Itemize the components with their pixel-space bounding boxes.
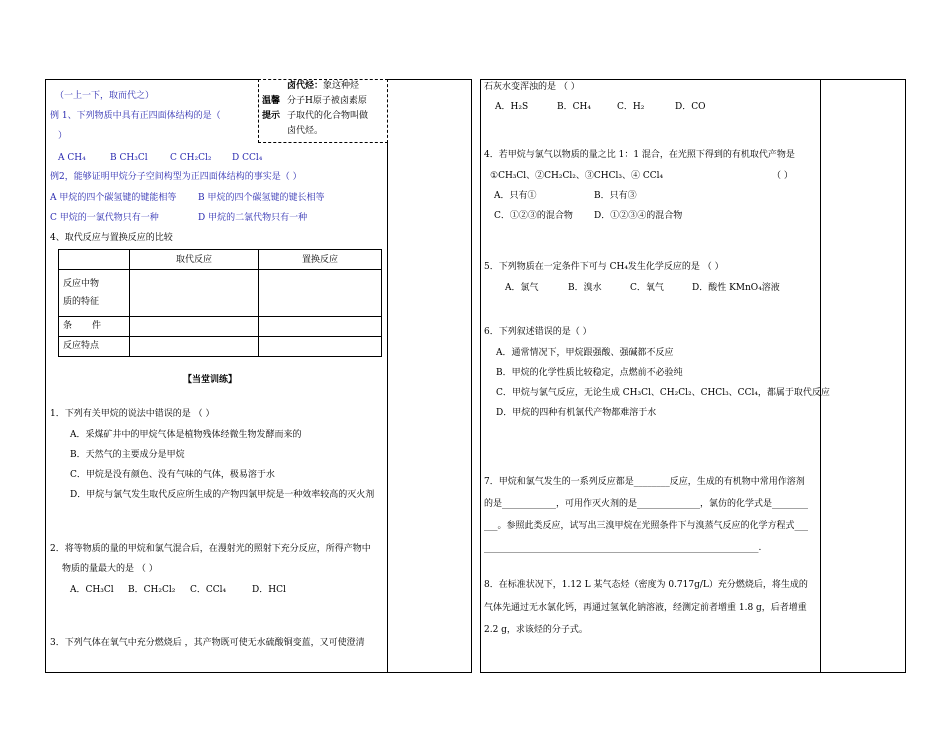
q4-option-d: D．①②③④的混合物 <box>594 211 683 221</box>
q1-stem: 1．下列有关甲烷的说法中错误的是 （ ） <box>50 409 215 419</box>
tip-line-4: 卤代烃。 <box>287 126 324 136</box>
table-row-label-feature-line1: 反应中物 <box>63 278 100 289</box>
example2-option-c: C 甲烷的一氯代物只有一种 <box>50 213 159 223</box>
left-heading: （一上一下，取而代之） <box>55 91 155 101</box>
right-margin-column-divider <box>820 79 821 672</box>
table-header-replacement: 置换反应 <box>259 250 382 270</box>
table-cell <box>130 270 259 316</box>
q8-line1: 8．在标准状况下，1.12 L 某气态烃（密度为 0.717g/L）充分燃烧后，将生成的 <box>484 580 808 590</box>
q7-line3: ___。参照此类反应，试写出三溴甲烷在光照条件下与溴蒸气反应的化学方程式___ <box>484 521 809 531</box>
tip-line-1 <box>287 80 359 92</box>
q6-option-b: B．甲烷的化学性质比较稳定，点燃前不必验纯 <box>496 368 683 378</box>
example1-question: 例 1、下列物质中具有正四面体结构的是（ <box>50 111 221 121</box>
q7-line2: 的是____________，可用作灭火剂的是______________，氯仿的化学式是________ <box>484 499 809 509</box>
q3-stem-continued: 石灰水变浑浊的是 （ ） <box>484 82 580 92</box>
left-margin-column-divider <box>387 79 388 672</box>
q5-option-c: C．氧气 <box>630 283 664 293</box>
q5-option-d: D．酸性 KMnO₄溶液 <box>692 283 780 293</box>
table-cell <box>259 316 382 336</box>
table-cell <box>259 270 382 316</box>
q3-option-c: C．H₂ <box>617 102 645 112</box>
q3-option-b: B．CH₄ <box>557 102 591 112</box>
q1-option-d: D．甲烷与氯气发生取代反应所生成的产物四氯甲烷是一种效率较高的灭火剂 <box>70 490 375 500</box>
q3-option-a: A．H₂S <box>495 102 529 112</box>
table-cell <box>259 336 382 356</box>
tip-line-1-rest: 象这种烃 <box>323 81 360 91</box>
q2-option-c: C．CCl₄ <box>190 585 227 595</box>
q5-option-a: A．氯气 <box>505 283 539 293</box>
q5-stem: 5．下列物质在一定条件下可与 CH₄发生化学反应的是 （ ） <box>484 262 724 272</box>
q7-line1: 7．甲烷和氯气发生的一系列反应都是________反应，生成的有机物中常用作溶剂 <box>484 477 805 487</box>
q4-option-b: B．只有③ <box>594 191 637 201</box>
q4-option-a: A．只有① <box>494 191 537 201</box>
q6-option-d: D．甲烷的四种有机氯代产物都难溶于水 <box>496 408 657 418</box>
q1-option-c: C．甲烷是没有颜色、没有气味的气体，极易溶于水 <box>70 470 275 480</box>
q8-line2: 气体先通过无水氯化钙，再通过氢氧化钠溶液，经测定前者增重 1.8 g，后者增重 <box>484 603 807 613</box>
example1-option-d: D CCl₄ <box>232 153 263 163</box>
example1-option-c: C CH₂Cl₂ <box>170 153 212 163</box>
table-cell <box>130 316 259 336</box>
q1-option-b: B．天然气的主要成分是甲烷 <box>70 450 185 460</box>
q4-stem: 4．若甲烷与氯气以物质的量之比 1：1 混合，在光照下得到的有机取代产物是 <box>484 150 795 160</box>
practice-title: 【当堂训练】 <box>183 375 238 385</box>
q6-stem: 6．下列叙述错误的是（ ） <box>484 327 592 337</box>
table-row <box>59 316 382 336</box>
q4-options: ①CH₃Cl、②CH₂Cl₂、③CHCl₃、④ CCl₄ <box>490 171 664 181</box>
q1-option-a: A．采煤矿井中的甲烷气体是植物残体经微生物发酵而来的 <box>70 430 302 440</box>
compare-title: 4、取代反应与置换反应的比较 <box>50 233 173 243</box>
table-header-substitution: 取代反应 <box>130 250 259 270</box>
table-corner-cell <box>59 250 130 270</box>
comparison-table <box>58 249 382 357</box>
table-row-label-feature-line2: 质的特征 <box>63 296 100 307</box>
tip-line-2: 分子H原子被卤素原 <box>287 96 367 106</box>
table-header-row <box>59 250 382 270</box>
q4-option-c: C．①②③的混合物 <box>494 211 573 221</box>
q7-line4: _____________________________________________________________. <box>484 543 762 553</box>
tip-label-1: 温馨 <box>262 96 281 106</box>
example1-option-a: A CH₄ <box>58 153 86 163</box>
q4-paren: （ ） <box>772 171 793 181</box>
example2-option-a: A 甲烷的四个碳氢键的键能相等 <box>50 193 177 203</box>
q3-option-d: D．CO <box>675 102 706 112</box>
table-row <box>59 270 382 316</box>
table-row-label-condition: 条 件 <box>59 316 130 336</box>
example1-option-b: B CH₃Cl <box>110 153 148 163</box>
table-row-label-feature <box>59 270 130 316</box>
q2-option-b: B．CH₂Cl₂ <box>128 585 176 595</box>
example2-option-d: D 甲烷的二氯代物只有一种 <box>198 213 308 223</box>
tip-term: 卤代烃： <box>287 81 324 91</box>
q2-option-a: A．CH₃Cl <box>70 585 114 595</box>
q2-option-d: D．HCl <box>252 585 286 595</box>
table-row-label-character: 反应特点 <box>59 336 130 356</box>
table-cell <box>130 336 259 356</box>
tip-line-3: 子取代的化合物叫做 <box>287 111 369 121</box>
q6-option-a: A．通常情况下，甲烷跟强酸、强碱都不反应 <box>496 348 674 358</box>
q6-option-c: C．甲烷与氯气反应，无论生成 CH₃Cl、CH₂Cl₂、CHCl₃、CCl₄，都属于取代反应 <box>496 388 830 398</box>
example1-question-paren: ） <box>58 131 68 141</box>
q3-stem: 3．下列气体在氧气中充分燃烧后 ，其产物既可使无水硫酸铜变蓝，又可使澄清 <box>50 638 365 648</box>
example2-question: 例2，能够证明甲烷分子空间构型为正四面体结构的事实是（ ） <box>50 172 302 182</box>
q5-option-b: B．溴水 <box>568 283 602 293</box>
q2-stem-line1: 2．将等物质的量的甲烷和氯气混合后，在漫射光的照射下充分反应，所得产物中 <box>50 544 371 554</box>
tip-label-2: 提示 <box>262 111 281 121</box>
table-row <box>59 336 382 356</box>
q8-line3: 2.2 g，求该烃的分子式。 <box>484 625 588 635</box>
example2-option-b: B 甲烷的四个碳氢键的键长相等 <box>198 193 325 203</box>
q2-stem-line2: 物质的量最大的是 （ ） <box>62 564 158 574</box>
